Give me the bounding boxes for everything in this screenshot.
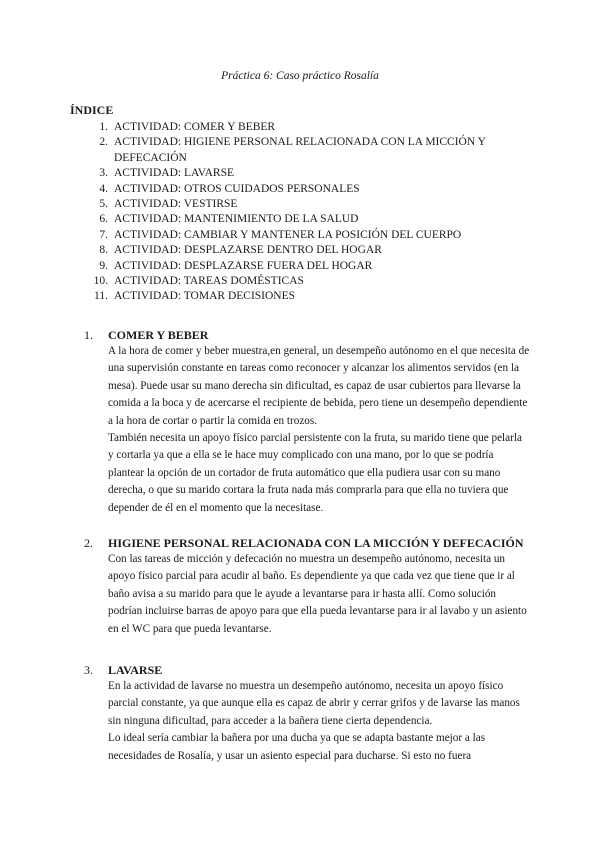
section-body bbox=[108, 678, 530, 765]
toc-item: 6. ACTIVIDAD: MANTENIMIENTO DE LA SALUD bbox=[99, 213, 359, 226]
section-heading: 3. LAVARSE bbox=[84, 663, 163, 677]
toc-item: 1. ACTIVIDAD: COMER Y BEBER bbox=[99, 121, 276, 133]
paragraph: También necesita un apoyo físico parcial persistente con la fruta, su marido tiene que pelarla y cortarla ya que a ella se le hace muy complicado con una mano, por lo que se podría plantear la opción de un cortador de fruta automático que ella pudiera usar con su mano derecha, o que su marido cortara la fruta nada más comprarla para que ella no tuviera que depender de él en el momento que la necesitase. bbox=[108, 432, 522, 514]
paragraph: Lo ideal sería cambiar la bañera por una ducha ya que se adapta bastante mejor a las necesidades de Rosalía, y usar un asiento especial para ducharse. Si esto no fuera bbox=[108, 732, 486, 762]
section-body bbox=[108, 551, 530, 638]
paragraph: En la actividad de lavarse no muestra un desempeño autónomo, necesita un apoyo físico parcial constante, ya que aunque ella es capaz de abrir y cerrar grifos y de lavarse las manos sin ninguna dificultad, para acceder a la bañera tiene cierta dependencia. bbox=[108, 680, 520, 727]
toc-item: 7. ACTIVIDAD: CAMBIAR Y MANTENER LA POSICIÓN DEL CUERPO bbox=[99, 228, 462, 241]
toc-item: 8. ACTIVIDAD: DESPLAZARSE DENTRO DEL HOGAR bbox=[99, 244, 382, 257]
toc-item: 2. ACTIVIDAD: HIGIENE PERSONAL RELACIONADA CON LA MICCIÓN Y DEFECACIÓN bbox=[99, 136, 486, 164]
toc-item: 9. ACTIVIDAD: DESPLAZARSE FUERA DEL HOGAR bbox=[99, 259, 373, 272]
toc-item: 4. ACTIVIDAD: OTROS CUIDADOS PERSONALES bbox=[99, 182, 360, 195]
section-higiene-personal bbox=[84, 535, 530, 638]
toc-item: 11. ACTIVIDAD: TOMAR DECISIONES bbox=[94, 290, 296, 303]
section-lavarse bbox=[84, 662, 530, 765]
index-heading: ÍNDICE bbox=[70, 103, 114, 117]
document-title: Práctica 6: Caso práctico Rosalía bbox=[221, 70, 379, 82]
section-heading: 2. HIGIENE PERSONAL RELACIONADA CON LA MICCIÓN Y DEFECACIÓN bbox=[84, 536, 524, 550]
table-of-contents bbox=[84, 120, 524, 305]
paragraph: Con las tareas de micción y defecación no muestra un desempeño autónomo, necesita un apoyo físico parcial para acudir al baño. Es dependiente ya que cada vez que tiene que ir al baño avisa a su marido para que le ayude a levantarse para ir hasta allí. Como solución podrían incluirse barras de apoyo para que ella pueda levantarse para ir al lavabo y un asiento en el WC para que pueda levantarse. bbox=[108, 553, 527, 635]
toc-item: 3. ACTIVIDAD: LAVARSE bbox=[99, 167, 235, 180]
section-body bbox=[108, 343, 530, 517]
paragraph: A la hora de comer y beber muestra,en general, un desempeño autónomo en el que necesita de una supervisión constante en tareas como reconocer y alcanzar los alimentos servidos (en la mesa). Puede usar su mano derecha sin dificultad, es capaz de usar cubiertos para llevarse la comida a la boca y de acercarse el recipiente de bebida, pero tiene un desempeño dependiente a la hora de cortar o partir la comida en trozos. bbox=[108, 345, 530, 427]
section-comer-y-beber bbox=[84, 327, 530, 517]
section-heading: 1. COMER Y BEBER bbox=[84, 328, 209, 342]
toc-item: 10. ACTIVIDAD: TAREAS DOMÉSTICAS bbox=[93, 275, 304, 288]
toc-item: 5. ACTIVIDAD: VESTIRSE bbox=[99, 198, 238, 211]
